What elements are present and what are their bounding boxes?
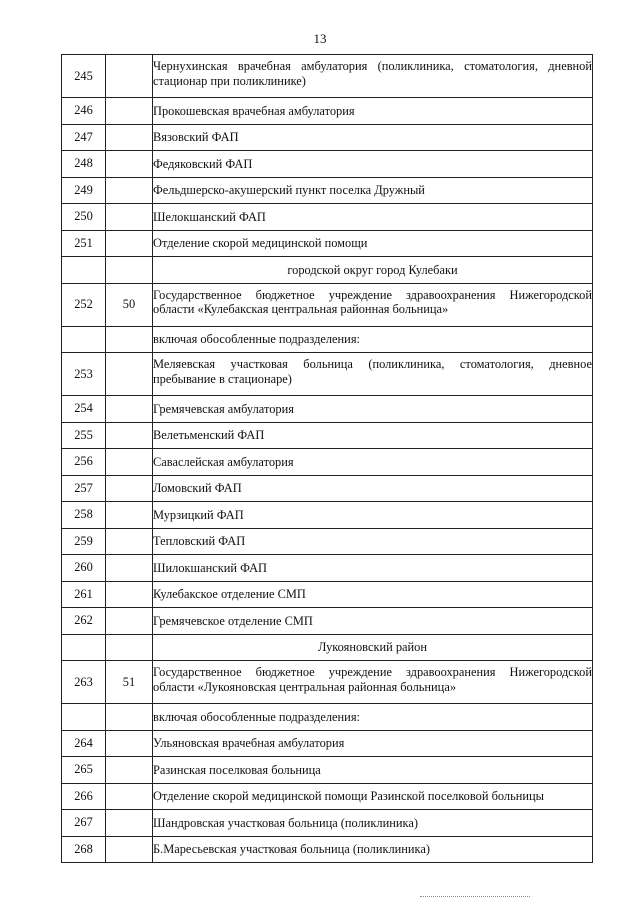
row-number: 259	[62, 528, 106, 555]
row-number: 253	[62, 353, 106, 396]
table-row	[62, 124, 593, 151]
table-row	[62, 730, 593, 757]
institution-name: Ульяновская врачебная амбулатория	[153, 730, 593, 757]
row-number: 255	[62, 422, 106, 449]
row-number: 266	[62, 783, 106, 810]
institution-name: Гремячевское отделение СМП	[153, 608, 593, 635]
institution-name: Саваслейская амбулатория	[153, 449, 593, 476]
institution-code	[106, 502, 153, 529]
institution-code	[106, 257, 153, 284]
table-row	[62, 528, 593, 555]
row-number: 256	[62, 449, 106, 476]
row-number: 257	[62, 475, 106, 502]
institution-name: Шилокшанский ФАП	[153, 555, 593, 582]
table-row	[62, 98, 593, 125]
subdivisions-note: включая обособленные подразделения:	[153, 326, 593, 353]
institution-code	[106, 98, 153, 125]
institution-name: Государственное бюджетное учреждение здравоохранения Нижегородской области «Кулебакская центральная районная больница»	[153, 283, 593, 326]
institution-code	[106, 353, 153, 396]
institution-code	[106, 581, 153, 608]
row-number: 268	[62, 836, 106, 863]
institution-code	[106, 704, 153, 731]
institution-code	[106, 783, 153, 810]
row-number: 246	[62, 98, 106, 125]
institution-code	[106, 422, 153, 449]
institution-name: Чернухинская врачебная амбулатория (поликлиника, стоматология, дневной стационар при поликлинике)	[153, 55, 593, 98]
table-row	[62, 396, 593, 423]
table-row	[62, 151, 593, 178]
row-number: 245	[62, 55, 106, 98]
row-number	[62, 257, 106, 284]
institution-code	[106, 608, 153, 635]
institution-name: Прокошевская врачебная амбулатория	[153, 98, 593, 125]
institution-name: Гремячевская амбулатория	[153, 396, 593, 423]
subsection-row	[62, 326, 593, 353]
institution-name: Вязовский ФАП	[153, 124, 593, 151]
table-row	[62, 475, 593, 502]
row-number: 264	[62, 730, 106, 757]
institution-code	[106, 151, 153, 178]
district-heading: городской округ город Кулебаки	[153, 257, 593, 284]
district-heading: Лукояновский район	[153, 634, 593, 661]
table-row	[62, 422, 593, 449]
institution-name: Разинская поселковая больница	[153, 757, 593, 784]
table-row	[62, 502, 593, 529]
institution-code	[106, 730, 153, 757]
institution-code	[106, 55, 153, 98]
table-row	[62, 177, 593, 204]
row-number: 247	[62, 124, 106, 151]
institution-code	[106, 475, 153, 502]
row-number	[62, 326, 106, 353]
institution-code	[106, 528, 153, 555]
row-number: 250	[62, 204, 106, 231]
institution-name: Отделение скорой медицинской помощи Разинской поселковой больницы	[153, 783, 593, 810]
table-row	[62, 353, 593, 396]
institution-name: Шелокшанский ФАП	[153, 204, 593, 231]
row-number: 261	[62, 581, 106, 608]
institution-name: Мурзицкий ФАП	[153, 502, 593, 529]
table-row	[62, 55, 593, 98]
institution-code: 50	[106, 283, 153, 326]
row-number: 262	[62, 608, 106, 635]
table-row	[62, 783, 593, 810]
institution-code	[106, 204, 153, 231]
table-row	[62, 608, 593, 635]
institution-code	[106, 124, 153, 151]
institution-name: Государственное бюджетное учреждение здравоохранения Нижегородской области «Лукояновская центральная районная больница»	[153, 661, 593, 704]
institution-name: Фельдшерско-акушерский пункт поселка Дружный	[153, 177, 593, 204]
table-row	[62, 204, 593, 231]
row-number: 267	[62, 810, 106, 837]
institution-name: Тепловский ФАП	[153, 528, 593, 555]
table-row	[62, 581, 593, 608]
institution-code	[106, 757, 153, 784]
row-number: 249	[62, 177, 106, 204]
table-row	[62, 661, 593, 704]
row-number	[62, 704, 106, 731]
table-row	[62, 836, 593, 863]
table-row	[62, 555, 593, 582]
institution-code	[106, 177, 153, 204]
institution-name: Федяковский ФАП	[153, 151, 593, 178]
page-number: 13	[313, 31, 327, 46]
section-header-row	[62, 257, 593, 284]
table-row	[62, 757, 593, 784]
row-number: 265	[62, 757, 106, 784]
institution-name: Кулебакское отделение СМП	[153, 581, 593, 608]
row-number: 258	[62, 502, 106, 529]
row-number: 260	[62, 555, 106, 582]
row-number: 252	[62, 283, 106, 326]
section-header-row	[62, 634, 593, 661]
institution-code	[106, 836, 153, 863]
row-number: 248	[62, 151, 106, 178]
subdivisions-note: включая обособленные подразделения:	[153, 704, 593, 731]
institution-code	[106, 810, 153, 837]
institution-code	[106, 230, 153, 257]
institution-name: Велетьменский ФАП	[153, 422, 593, 449]
institution-name: Меляевская участковая больница (поликлиника, стоматология, дневное пребывание в стационаре)	[153, 353, 593, 396]
table-row	[62, 230, 593, 257]
institutions-table	[61, 54, 593, 863]
institution-name: Отделение скорой медицинской помощи	[153, 230, 593, 257]
institution-name: Ломовский ФАП	[153, 475, 593, 502]
row-number: 254	[62, 396, 106, 423]
institution-name: Б.Маресьевская участковая больница (поликлиника)	[153, 836, 593, 863]
row-number	[62, 634, 106, 661]
subsection-row	[62, 704, 593, 731]
table-row	[62, 810, 593, 837]
institution-code	[106, 396, 153, 423]
institution-code	[106, 634, 153, 661]
table-row	[62, 449, 593, 476]
institution-code	[106, 555, 153, 582]
institution-name: Шандровская участковая больница (поликлиника)	[153, 810, 593, 837]
scan-mark	[420, 893, 530, 897]
institution-code	[106, 326, 153, 353]
row-number: 263	[62, 661, 106, 704]
table-row	[62, 283, 593, 326]
institution-code	[106, 449, 153, 476]
row-number: 251	[62, 230, 106, 257]
institution-code: 51	[106, 661, 153, 704]
